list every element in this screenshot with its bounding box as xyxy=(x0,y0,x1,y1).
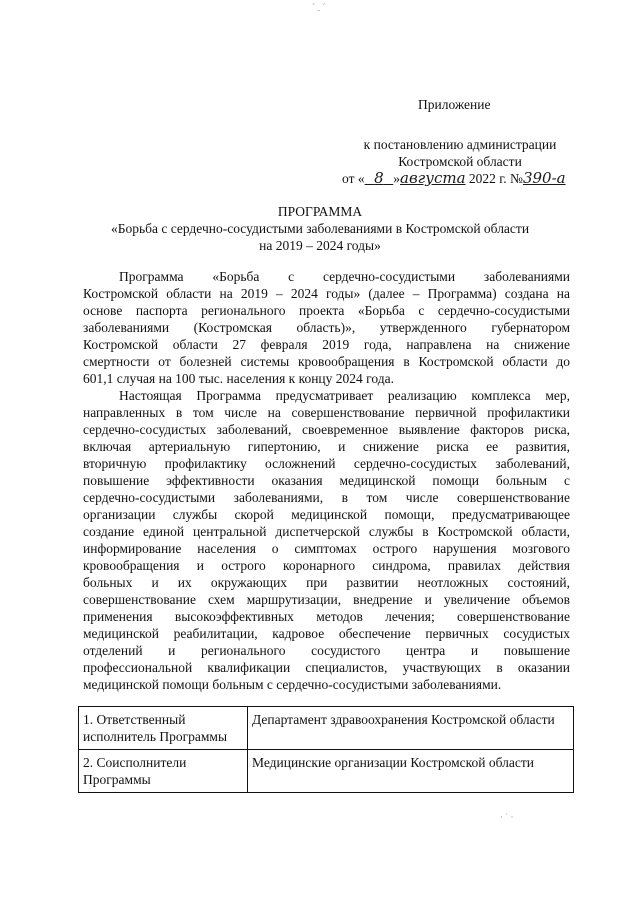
scan-mark: · ˙ · xyxy=(500,812,514,822)
text-line: 601,1 случая на 100 тыс. населения к концу 2024 года. xyxy=(83,371,394,386)
program-title xyxy=(80,203,560,254)
text-line: заболеваниями (Костромская область)», утвержденного губернатором xyxy=(83,320,570,335)
text-line: отделений и регионального сосудистого центра и повышение xyxy=(83,643,570,658)
scan-mark: ˋ ˍ ˊ xyxy=(312,2,326,12)
text-line: направленных в том числе на совершенствование первичной профилактики xyxy=(83,405,570,420)
text-line: применения высокоэффективных методов лечения; совершенствование xyxy=(83,609,570,624)
table-cell-value: Медицинские организации Костромской области xyxy=(248,750,574,793)
table-row xyxy=(79,750,574,793)
text-line: основе паспорта регионального проекта «Борьба с сердечно-сосудистыми xyxy=(83,303,570,318)
resolution-number: 390-а xyxy=(522,169,566,187)
text-line: сердечно-сосудистых заболеваний, своевременное выявление факторов риска, xyxy=(83,422,570,437)
title-line-2: «Борьба с сердечно-сосудистыми заболеваниями в Костромской области xyxy=(110,221,530,236)
date-mid: » xyxy=(393,171,400,186)
text-line: Костромской области на 2019 – 2024 годы» (далее – Программа) создана на xyxy=(83,286,570,301)
resolution-date xyxy=(342,170,566,187)
text-line: смертности от болезней системы кровообращения в Костромской области до xyxy=(83,354,570,369)
text-line: Костромской области 27 февраля 2019 года, направлена на снижение xyxy=(83,337,570,352)
table-cell-label: 1. Ответственный исполнитель Программы xyxy=(79,707,248,750)
text-line: Программа «Борьба с сердечно-сосудистыми заболеваниями xyxy=(119,269,570,284)
text-line: сердечно-сосудистыми заболеваниями, в том числе совершенствование xyxy=(83,490,570,505)
date-month: августа xyxy=(400,169,466,187)
table-row xyxy=(79,707,574,750)
title-line-1: ПРОГРАММА xyxy=(277,204,363,219)
table-cell-label: 2. Соисполнители Программы xyxy=(79,750,248,793)
paragraph-2 xyxy=(83,387,570,693)
table-cell-value: Департамент здравоохранения Костромской области xyxy=(248,707,574,750)
date-year: 2022 г. № xyxy=(468,171,523,186)
header-line-1: к постановлению администрации xyxy=(363,137,557,152)
text-line: вторичную профилактику осложнений сердечно-сосудистых заболеваний, xyxy=(83,456,570,471)
text-line: медицинской помощи больным с сердечно-сосудистыми заболеваниями. xyxy=(83,677,502,692)
text-line: организации службы скорой медицинской помощи, предусматривающее xyxy=(83,507,570,522)
text-line: медицинской реабилитации, кадровое обеспечение первичных сосудистых xyxy=(83,626,570,641)
date-day: 8 xyxy=(374,169,384,187)
appendix-label: Приложение xyxy=(418,97,491,112)
header-line-2: Костромской области xyxy=(398,154,522,169)
date-prefix: от « xyxy=(342,171,365,186)
text-line: повышение эффективности оказания медицинской помощи больным с xyxy=(83,473,570,488)
text-line: информирование населения о симптомах острого нарушения мозгового xyxy=(83,541,570,556)
program-passport-table xyxy=(78,706,574,793)
text-line: включая артериальную гипертонию, и снижение риска ее развития, xyxy=(83,439,570,454)
text-line: совершенствование схем маршрутизации, внедрение и увеличение объемов xyxy=(83,592,570,607)
text-line: больных и их окружающих при развитии неотложных состояний, xyxy=(83,575,570,590)
title-line-3: на 2019 – 2024 годы» xyxy=(259,238,381,253)
text-line: профессиональной квалификации специалистов, участвующих в оказании xyxy=(83,660,570,675)
text-line: кровообращения и острого коронарного синдрома, правилах действия xyxy=(83,558,570,573)
text-line: Настоящая Программа предусматривает реализацию комплекса мер, xyxy=(119,388,570,403)
paragraph-1 xyxy=(83,268,570,387)
text-line: создание единой центральной диспетчерской службы в Костромской области, xyxy=(83,524,570,539)
resolution-header xyxy=(340,136,580,170)
